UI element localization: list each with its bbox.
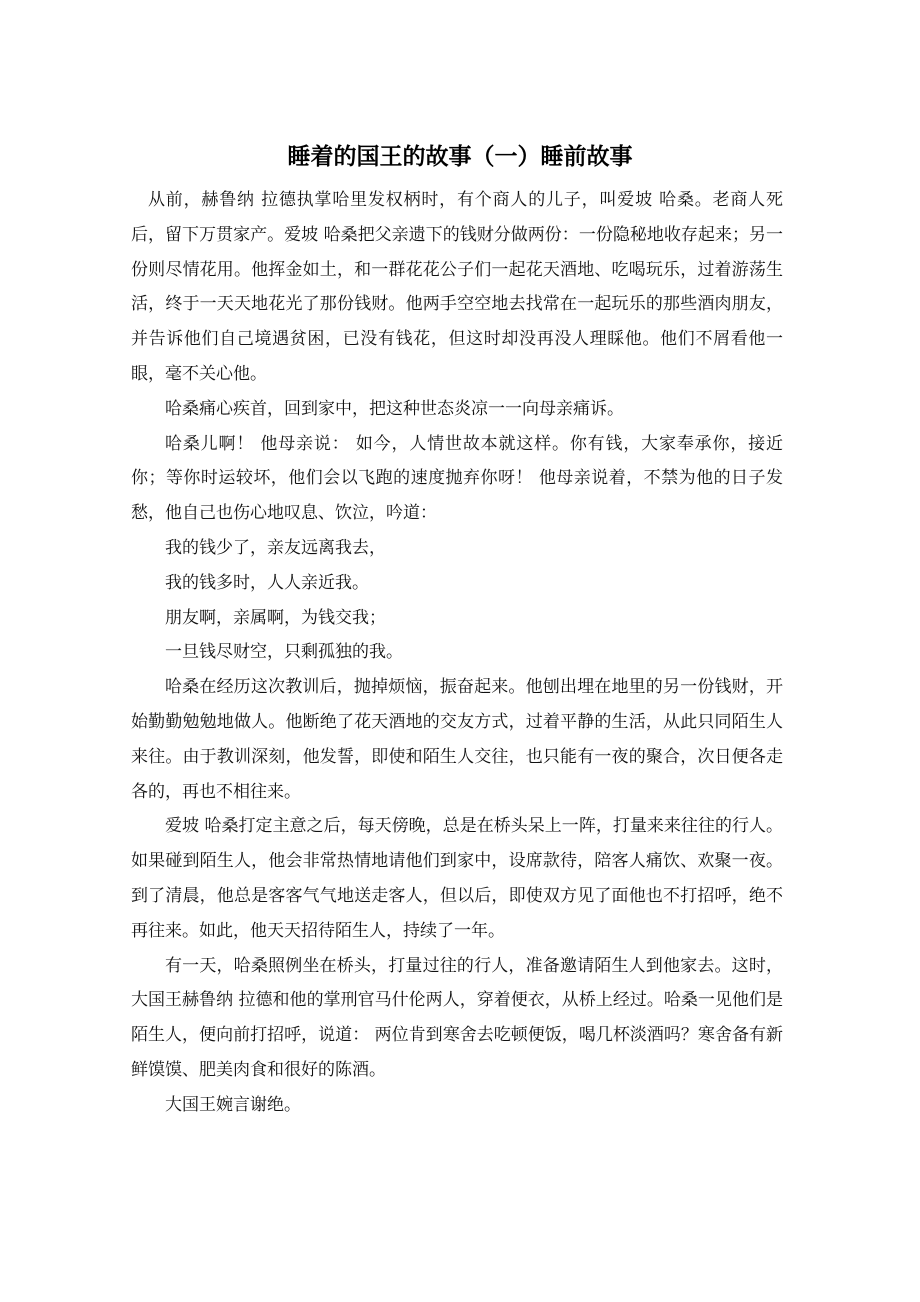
poem-line: 我的钱少了，亲友远离我去， xyxy=(165,537,386,558)
paragraph: 大国王婉言谢绝。 xyxy=(165,1094,301,1115)
paragraph: 从前，赫鲁纳 拉德执掌哈里发权柄时，有个商人的儿子，叫爱坡 哈桑。老商人死后，留下万贯家产。爱坡 哈桑把父亲遗下的钱财分做两份：一份隐秘地收存起来；另一份则尽情花用。他挥金如土，和一群花花公子们一起花天酒地、吃喝玩乐，过着游荡生活，终于一天天地花光了那份钱财。他两手空空地去找常在一起玩乐的那些酒肉朋友，并告诉他们自己境遇贫困，已没有钱花，但这时却没再没人理睬他。他们不屑看他一眼，毫不关心他。 xyxy=(131,190,783,384)
document-title: 睡着的国王的故事（一）睡前故事 xyxy=(287,144,633,170)
poem-line: 我的钱多时，人人亲近我。 xyxy=(165,572,369,593)
paragraph: 哈桑儿啊！ 他母亲说： 如今，人情世故本就这样。你有钱，大家奉承你，接近你；等你时运较坏，他们会以飞跑的速度抛弃你呀！ 他母亲说着，不禁为他的日子发愁，他自己也伤心地叹息、饮泣，吟道： xyxy=(131,433,783,524)
paragraph: 爱坡 哈桑打定主意之后，每天傍晚，总是在桥头呆上一阵，打量来来往往的行人。如果碰到陌生人，他会非常热情地请他们到家中，设席款待，陪客人痛饮、欢聚一夜。到了清晨，他总是客客气气地送走客人，但以后，即使双方见了面他也不打招呼，绝不再往来。如此，他天天招待陌生人，持续了一年。 xyxy=(131,816,783,941)
poem-line: 一旦钱尽财空，只剩孤独的我。 xyxy=(165,642,403,663)
document-body xyxy=(131,183,783,1123)
paragraph: 哈桑在经历这次教训后，抛掉烦恼，振奋起来。他刨出埋在地里的另一份钱财，开始勤勤勉勉地做人。他断绝了花天酒地的交友方式，过着平静的生活，从此只同陌生人来往。由于教训深刻，他发誓，即使和陌生人交往，也只能有一夜的聚合，次日便各走各的，再也不相往来。 xyxy=(131,677,783,802)
paragraph: 哈桑痛心疾首，回到家中，把这种世态炎凉一一向母亲痛诉。 xyxy=(165,398,624,419)
poem-line: 朋友啊，亲属啊，为钱交我； xyxy=(165,607,386,628)
paragraph: 有一天，哈桑照例坐在桥头，打量过往的行人，准备邀请陌生人到他家去。这时，大国王赫鲁纳 拉德和他的掌刑官马什伦两人，穿着便衣，从桥上经过。哈桑一见他们是陌生人，便向前打招呼，说道： 两位肯到寒舍去吃顿便饭，喝几杯淡酒吗？寒舍备有新鲜馍馍、肥美肉食和很好的陈酒。 xyxy=(131,955,783,1080)
